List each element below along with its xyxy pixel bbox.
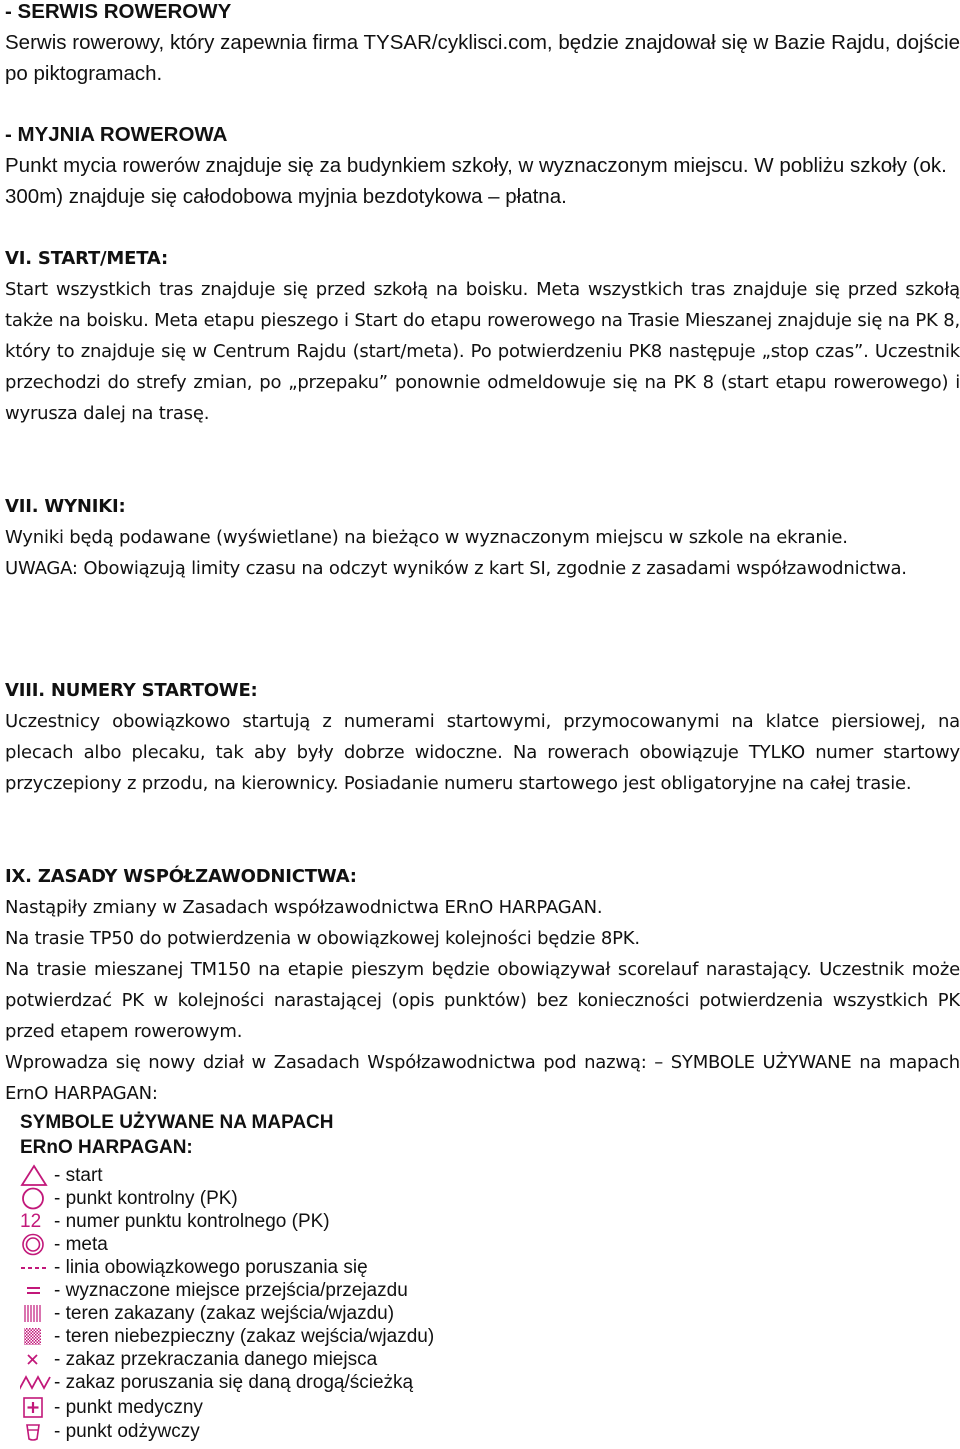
section-body: Serwis rowerowy, który zapewnia firma TYSAR/cyklisci.com, będzie znajdował się w Bazie Rajdu, dojście po piktogramach.	[5, 31, 960, 85]
legend-item-route-line	[20, 1256, 540, 1279]
legend-item-label: - numer punktu kontrolnego (PK)	[54, 1211, 330, 1232]
legend-item-forbidden-area	[20, 1302, 540, 1325]
legend-item-label: - linia obowiązkowego poruszania się	[54, 1257, 368, 1278]
legend-item-dangerous-area	[20, 1325, 540, 1348]
section-paragraph: Na trasie TP50 do potwierdzenia w obowiązkowej kolejności będzie 8PK.	[5, 928, 640, 949]
triangle-icon	[20, 1164, 48, 1187]
zigzag-icon	[20, 1371, 48, 1394]
section-zasady	[5, 861, 960, 1109]
legend-item-pk-number	[20, 1210, 540, 1233]
number-12-icon: 12	[20, 1211, 42, 1232]
legend-item-no-crossing	[20, 1348, 540, 1371]
legend-item-label: - wyznaczone miejsce przejścia/przejazdu	[54, 1280, 408, 1301]
section-serwis	[5, 0, 960, 89]
section-heading: VII. WYNIKI:	[5, 496, 126, 517]
map-symbols-legend	[20, 1110, 540, 1446]
section-paragraph: Wprowadza się nowy dział w Zasadach Współzawodnictwa pod nazwą: – SYMBOLE UŻYWANE na mapach ErnO HARPAGAN:	[5, 1052, 960, 1104]
legend-item-label: - meta	[54, 1234, 108, 1255]
section-paragraph: Na trasie mieszanej TM150 na etapie pieszym będzie obowiązywał scorelauf narastający. Uczestnik może potwierdzać PK w kolejności narastającej (opis punktów) bez konieczności potwierdzenia wszystkich PK przed etapem rowerowym.	[5, 959, 960, 1042]
legend-item-label: - punkt medyczny	[54, 1397, 203, 1418]
legend-item-no-road	[20, 1371, 540, 1394]
section-start-meta	[5, 243, 960, 429]
section-heading: VIII. NUMERY STARTOWE:	[5, 680, 258, 701]
legend-item-label: - punkt kontrolny (PK)	[54, 1188, 238, 1209]
legend-item-label: - zakaz przekraczania danego miejsca	[54, 1349, 378, 1370]
legend-title-line1: SYMBOLE UŻYWANE NA MAPACH	[20, 1112, 334, 1133]
section-wyniki	[5, 491, 960, 584]
circle-icon	[20, 1187, 48, 1210]
legend-item-label: - teren niebezpieczny (zakaz wejścia/wjazdu)	[54, 1326, 435, 1347]
section-heading: - SERWIS ROWEROWY	[5, 0, 232, 23]
section-body: Punkt mycia rowerów znajduje się za budynkiem szkoły, w wyznaczonym miejscu. W pobliżu szkoły (ok. 300m) znajduje się całodobowa myjnia bezdotykowa – płatna.	[5, 154, 947, 208]
double-dash-icon	[20, 1279, 48, 1302]
legend-item-crossing	[20, 1279, 540, 1302]
vertical-hatch-icon	[20, 1302, 48, 1325]
legend-item-start	[20, 1164, 540, 1187]
legend-item-label: - zakaz poruszania się daną drogą/ścieżką	[54, 1372, 414, 1393]
section-heading: IX. ZASADY WSPÓŁZAWODNICTWA:	[5, 866, 357, 887]
legend-item-label: - punkt odżywczy	[54, 1421, 200, 1442]
legend-item-medical	[20, 1396, 540, 1419]
cross-icon	[20, 1348, 48, 1371]
section-body-line1: Wyniki będą podawane (wyświetlane) na bieżąco w wyznaczonym miejscu w szkole na ekranie.	[5, 527, 848, 548]
double-circle-icon	[20, 1233, 48, 1256]
medical-cross-icon	[20, 1396, 48, 1419]
legend-title-line2: ERnO HARPAGAN:	[20, 1137, 193, 1158]
section-body-line2: UWAGA: Obowiązują limity czasu na odczyt wyników z kart SI, zgodnie z zasadami współzawodnictwa.	[5, 558, 907, 579]
dashed-line-icon	[20, 1256, 48, 1279]
section-numery	[5, 675, 960, 799]
section-heading: VI. START/META:	[5, 248, 168, 269]
section-myjnia	[5, 119, 960, 212]
section-body: Uczestnicy obowiązkowo startują z numerami startowymi, przymocowanymi na klatce piersiowej, na plecach albo plecaku, tak aby były dobrze widoczne. Na rowerach obowiązuje TYLKO numer startowy przyczepiony z przodu, na kierownicy. Posiadanie numeru startowego jest obligatoryjne na całej trasie.	[5, 711, 960, 794]
legend-item-label: - start	[54, 1165, 103, 1186]
section-heading: - MYJNIA ROWEROWA	[5, 123, 228, 146]
legend-item-pk	[20, 1187, 540, 1210]
section-body: Start wszystkich tras znajduje się przed szkołą na boisku. Meta wszystkich tras znajduje się przed szkołą także na boisku. Meta etapu pieszego i Start do etapu rowerowego na Trasie Mieszanej znajduje się na PK 8, który to znajduje się w Centrum Rajdu (start/meta). Po potwierdzeniu PK8 następuje „stop czas”. Uczestnik przechodzi do strefy zmian, po „przepaku” ponownie odmeldowuje się na PK 8 (start etapu rowerowego) i wyrusza dalej na trasę.	[5, 279, 960, 424]
legend-item-meta	[20, 1233, 540, 1256]
section-paragraph: Nastąpiły zmiany w Zasadach współzawodnictwa ERnO HARPAGAN.	[5, 897, 603, 918]
checker-hatch-icon	[20, 1325, 48, 1348]
cup-icon	[20, 1420, 48, 1443]
legend-item-label: - teren zakazany (zakaz wejścia/wjazdu)	[54, 1303, 395, 1324]
legend-item-food	[20, 1420, 540, 1443]
